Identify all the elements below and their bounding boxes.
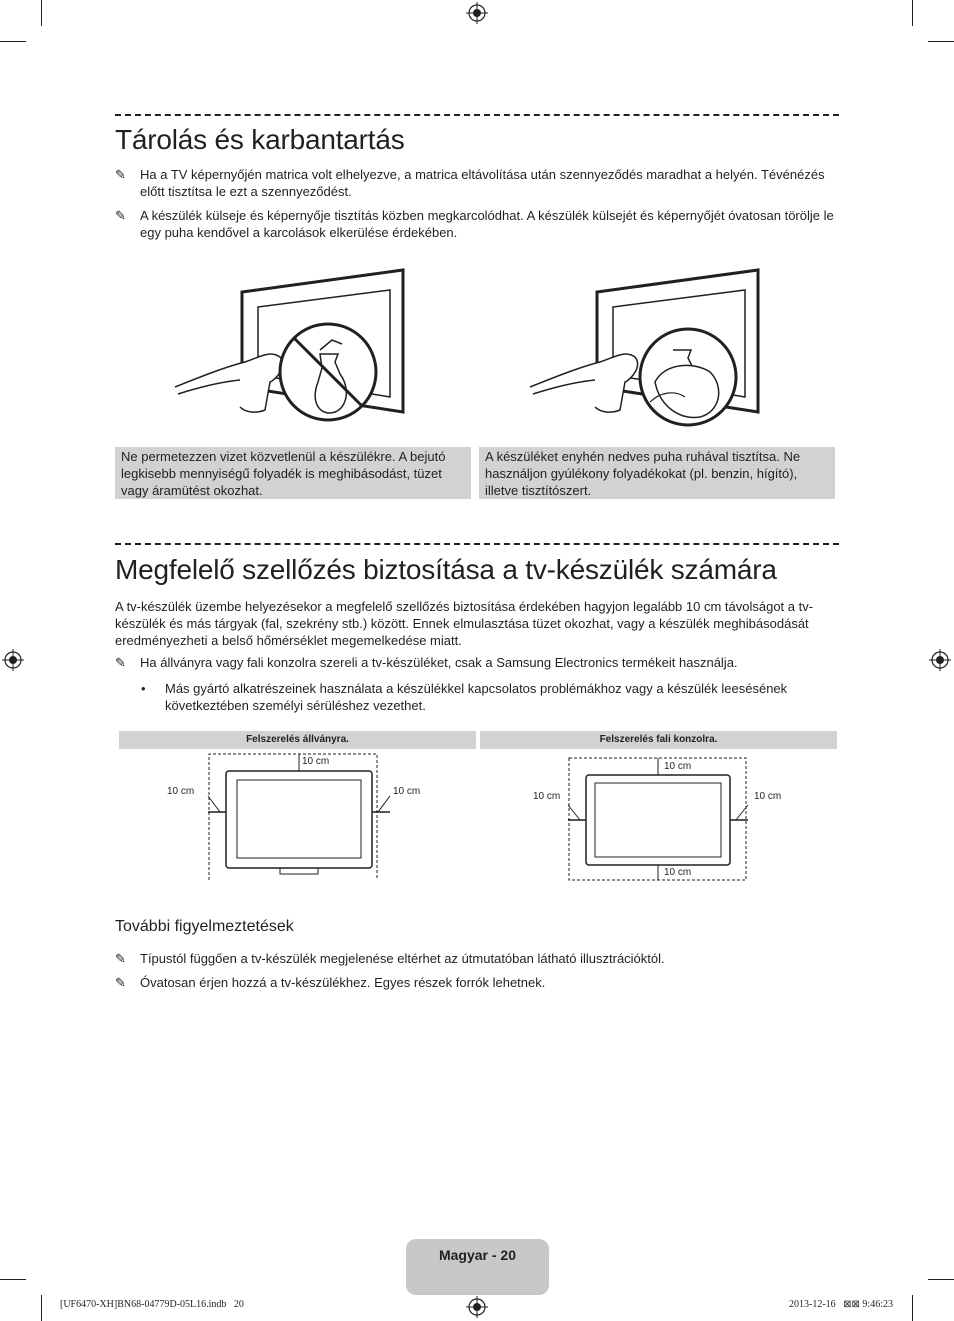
bullet-text: Más gyártó alkatrészeinek használata a készülékkel kapcsolatos problémákhoz vagy a készülék leesésének következtében személyi sérüléshez vezethet. xyxy=(165,681,788,713)
print-timestamp: 2013-12-16 ⊠⊠ 9:46:23 xyxy=(789,1299,893,1310)
ventilation-paragraph: A tv-készülék üzembe helyezésekor a megfelelő szellőzés biztosítása érdekében hagyjon legalább 10 cm távolságot a tv-készülék és más tárgyak (fal, szekrény stb.) között. Ennek elmulasztása tüzet okozhat, vagy a készülék meghibásodását eredményezheti a belső hőmérséklet megemelkedése miatt. xyxy=(115,599,814,648)
note-text: A készülék külseje és képernyője tisztítás közben megkarcolódhat. A készülék külsejét és képernyőjét óvatosan törölje le egy puha kendővel a karcolások elkerülése érdekében. xyxy=(140,208,834,240)
clearance-label-left: 10 cm xyxy=(167,786,195,797)
registration-mark-icon xyxy=(466,2,488,24)
crop-mark xyxy=(912,1295,913,1321)
diagram-label-stand: Felszerelés állványra. xyxy=(119,731,476,749)
clearance-label-top: 10 cm xyxy=(664,761,692,772)
pencil-note-icon: ✎ xyxy=(115,975,126,990)
wall-mount-clearance-diagram xyxy=(530,755,790,885)
registration-mark-icon xyxy=(929,649,951,671)
crop-mark xyxy=(928,1279,954,1280)
file-info: [UF6470-XH]BN68-04779D-05L16.indb 20 xyxy=(60,1299,244,1310)
note-text: Ha állványra vagy fali konzolra szereli a tv-készüléket, csak a Samsung Electronics termékeit használja. xyxy=(140,655,738,670)
page-number-tab: Magyar - 20 xyxy=(406,1239,549,1295)
note-text: Típustól függően a tv-készülék megjelenése eltérhet az útmutatóban látható illusztrációktól. xyxy=(140,951,665,966)
stand-clearance-diagram xyxy=(160,752,450,882)
section-title: Megfelelő szellőzés biztosítása a tv-készülék számára xyxy=(115,554,777,585)
bullet-dot: • xyxy=(141,681,146,696)
subsection-heading: További figyelmeztetések xyxy=(115,918,294,935)
crop-mark xyxy=(928,41,954,42)
registration-mark-icon xyxy=(2,649,24,671)
crop-mark xyxy=(0,41,26,42)
note-item xyxy=(115,654,845,671)
pencil-note-icon: ✎ xyxy=(115,167,126,182)
clearance-label-left: 10 cm xyxy=(533,791,561,802)
diagram-label-wall: Felszerelés fali konzolra. xyxy=(480,731,837,749)
cleaning-illustration-no-spray xyxy=(170,262,415,432)
crop-mark xyxy=(41,0,42,26)
clearance-label-bottom: 10 cm xyxy=(664,867,692,878)
caption-no-spray: Ne permetezzen vizet közvetlenül a készülékre. A bejutó legkisebb mennyiségű folyadék is meghibásodást, tüzet vagy áramütést okozhat. xyxy=(115,447,471,499)
section-divider xyxy=(115,114,839,116)
note-item xyxy=(115,207,845,241)
note-item xyxy=(115,950,845,967)
clearance-label-right: 10 cm xyxy=(393,786,421,797)
caption-cloth: A készüléket enyhén nedves puha ruhával tisztítsa. Ne használjon gyúlékony folyadékokat (pl. benzin, hígító), illetve tisztítószert. xyxy=(479,447,835,499)
crop-mark xyxy=(912,0,913,26)
note-item xyxy=(115,166,845,200)
registration-mark-icon xyxy=(466,1296,488,1318)
note-item xyxy=(115,974,845,991)
note-text: Óvatosan érjen hozzá a tv-készülékhez. Egyes részek forrók lehetnek. xyxy=(140,975,546,990)
pencil-note-icon: ✎ xyxy=(115,655,126,670)
page-title: Tárolás és karbantartás xyxy=(115,124,405,155)
bullet-item xyxy=(141,680,821,714)
crop-mark xyxy=(0,1279,26,1280)
cleaning-illustration-cloth xyxy=(525,262,770,432)
crop-mark xyxy=(41,1295,42,1321)
clearance-label-right: 10 cm xyxy=(754,791,782,802)
note-text: Ha a TV képernyőjén matrica volt elhelyezve, a matrica eltávolítása után szennyeződés maradhat a helyén. Tévénézés előtt tisztítsa le ezt a szennyeződést. xyxy=(140,167,825,199)
pencil-note-icon: ✎ xyxy=(115,208,126,223)
clearance-label-top: 10 cm xyxy=(302,756,330,767)
pencil-note-icon: ✎ xyxy=(115,951,126,966)
section-divider xyxy=(115,543,839,545)
